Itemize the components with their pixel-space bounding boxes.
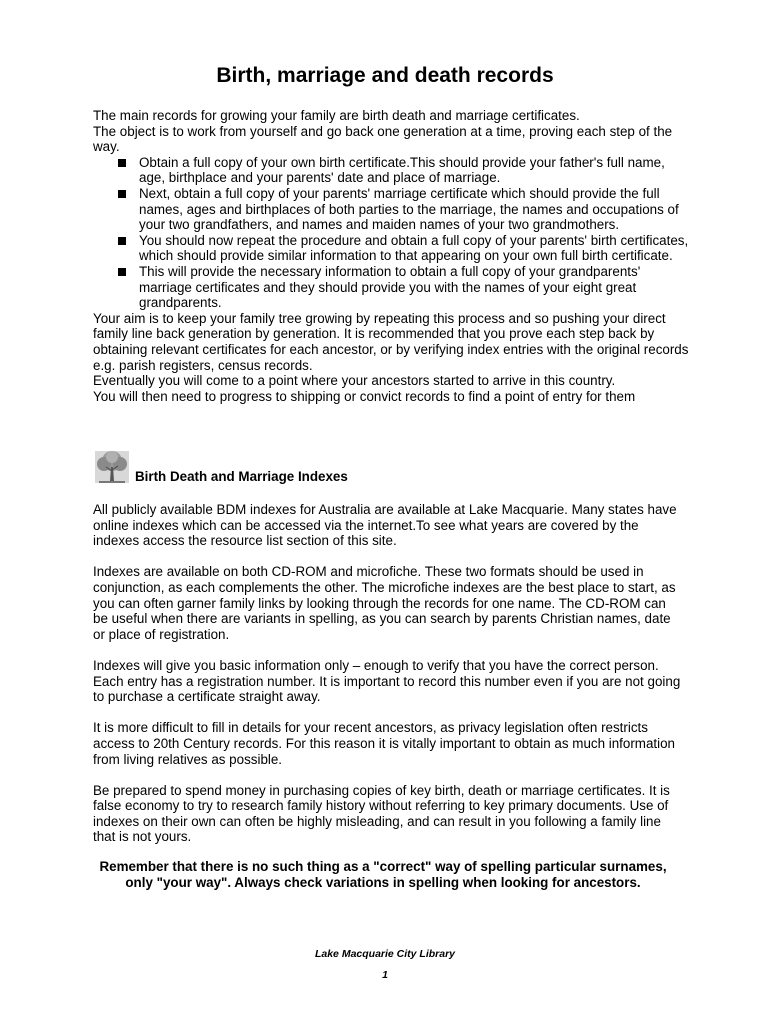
list-item-text: Obtain a full copy of your own birth certificate.This should provide your father's full name, age, birthplace and your parents' date and place of marriage.: [139, 154, 665, 186]
list-item: [118, 186, 693, 233]
page-title: Birth, marriage and death records: [216, 64, 554, 87]
bullet-square-icon: [118, 268, 126, 276]
intro-section: [93, 108, 693, 404]
footer-library: Lake Macquarie City Library: [314, 948, 456, 960]
intro-line-1: The main records for growing your family are birth death and marriage certificates.: [93, 108, 580, 123]
paragraph: It is more difficult to fill in details for your recent ancestors, as privacy legislation often restricts access to 20th Century records. For this reason it is vitally important to obtain as much information from living relatives as possible.: [93, 720, 676, 767]
list-item-text: This will provide the necessary information to obtain a full copy of your grandparents' marriage certificates and they should provide you with the names of your eight great grandparents.: [139, 263, 641, 311]
remember-note: Remember that there is no such thing as a "correct" way of spelling particular surnames, only "your way". Always check variations in spelling when looking for ancestors.: [99, 859, 667, 890]
aim-line-2: Eventually you will come to a point where your ancestors started to arrive in this country.: [93, 373, 616, 389]
intro-line-2: The object is to work from yourself and go back one generation at a time, proving each step of the way.: [93, 123, 673, 155]
paragraph: Indexes will give you basic information only – enough to verify that you have the correct person. Each entry has a registration number. It is important to record this number even if you are not going to purchase a certificate straight away.: [93, 657, 681, 705]
list-item: [118, 155, 693, 186]
list-item-text: Next, obtain a full copy of your parents' marriage certificate which should provide the full names, ages and birthplaces of both parties to the marriage, the names and occupations of your two grandfathers, and names and maiden names of your two grandmothers.: [139, 185, 679, 233]
paragraph: Indexes are available on both CD-ROM and microfiche. These two formats should be used in conjunction, as each complements the other. The microfiche indexes are the best place to start, as you can often garner family links by looking through the records for one name. The CD-ROM can be useful when there are variants in spelling, as you can search by parents Christian names, date or place of registration.: [93, 564, 676, 642]
tree-icon: [93, 447, 133, 487]
list-item-text: You should now repeat the procedure and obtain a full copy of your parents' birth certificates, which should provide similar information to that appearing on your own full birth certificate.: [139, 232, 689, 264]
list-item: [118, 233, 693, 264]
section-heading: Birth Death and Marriage Indexes: [135, 469, 348, 484]
indexes-section: [93, 502, 683, 861]
aim-line-3: You will then need to progress to shipping or convict records to find a point of entry for them: [93, 388, 636, 404]
page-number: 1: [382, 969, 388, 981]
section-header: [93, 447, 348, 487]
aim-paragraph: Your aim is to keep your family tree growing by repeating this process and so pushing your direct family line back generation by generation. It is recommended that you prove each step back by obtaining relevant certificates for each ancestor, or by verifying index entries with the original records e.g. parish registers, census records.: [93, 310, 689, 373]
bullet-square-icon: [118, 159, 126, 167]
bullet-square-icon: [118, 237, 126, 245]
steps-list: [93, 155, 693, 311]
list-item: [118, 264, 693, 311]
bullet-square-icon: [118, 190, 126, 198]
paragraph: All publicly available BDM indexes for Australia are available at Lake Macquarie. Many states have online indexes which can be accessed via the internet.To see what years are covered by the indexes access the resource list section of this site.: [93, 502, 677, 549]
paragraph: Be prepared to spend money in purchasing copies of key birth, death or marriage certificates. It is false economy to try to research family history without referring to key primary documents. Use of indexes on their own can often be highly misleading, and can result in you following a family line that is not yours.: [93, 782, 670, 845]
